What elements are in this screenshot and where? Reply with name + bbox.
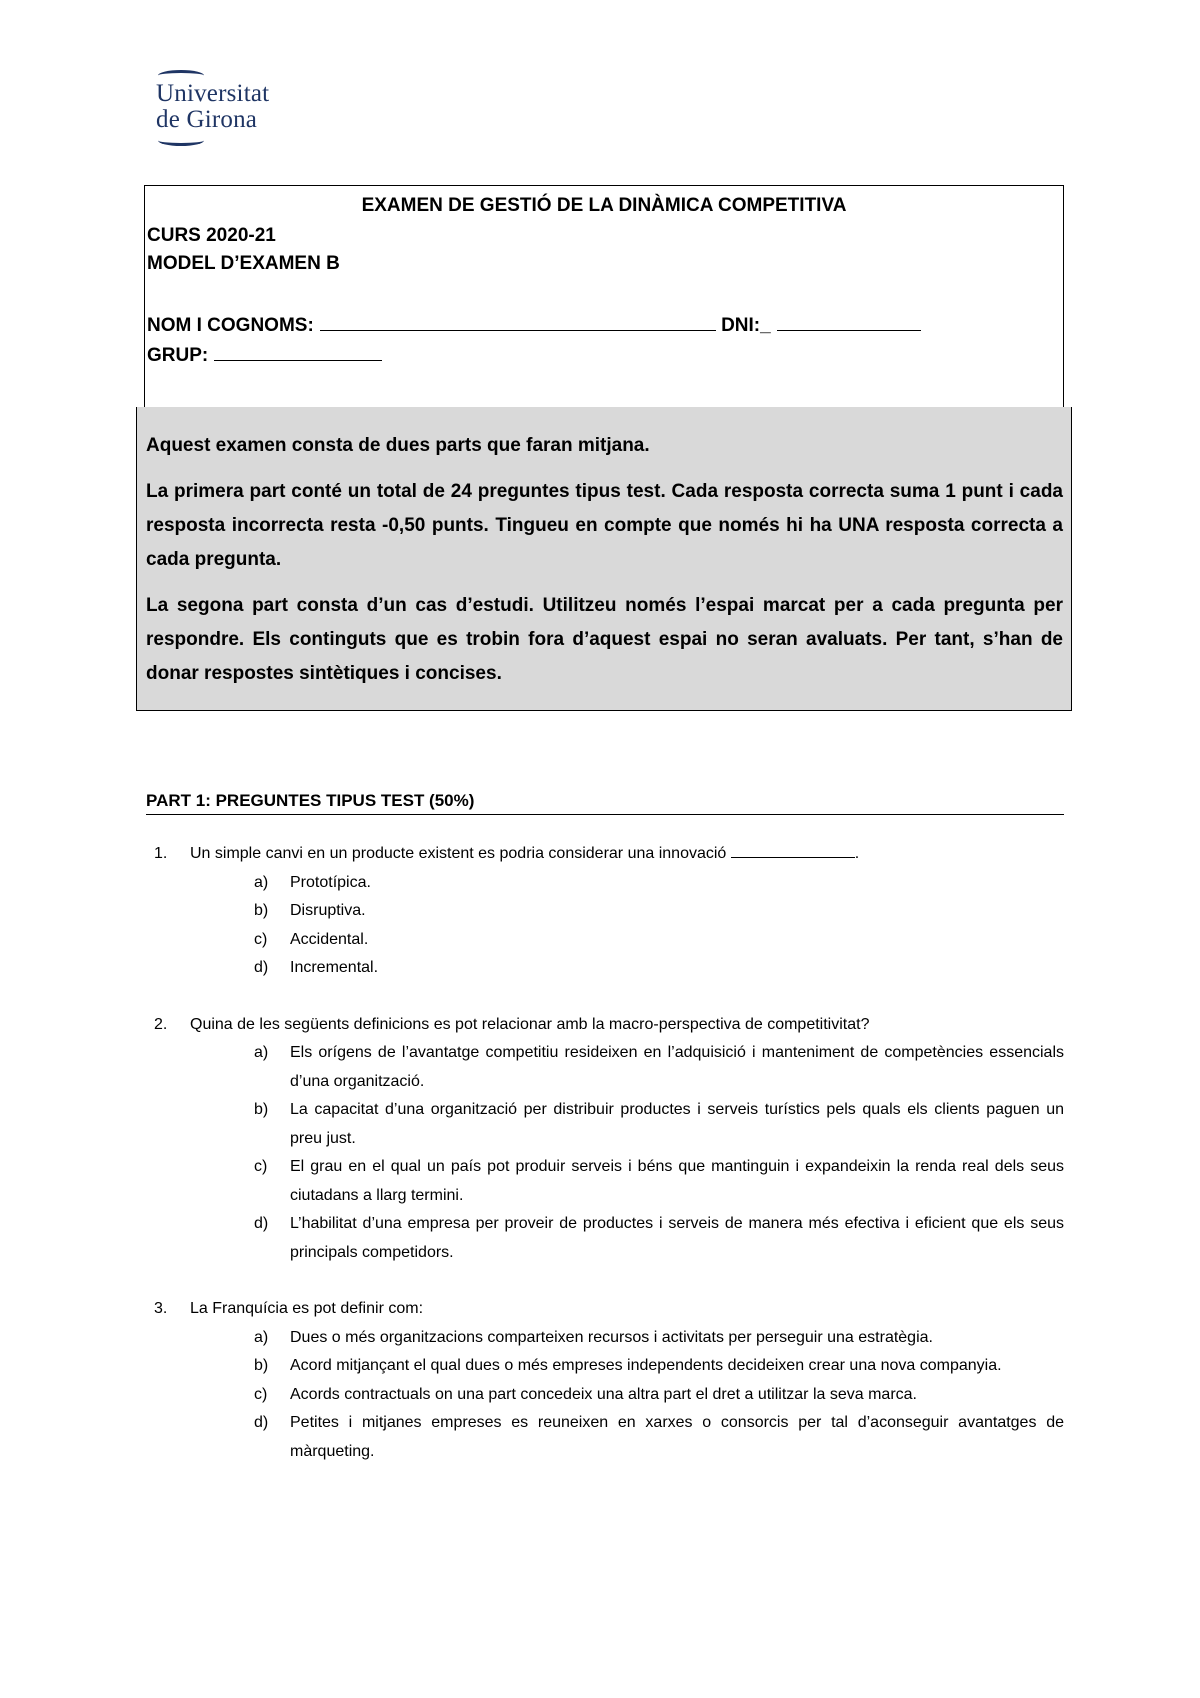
option-a[interactable] — [146, 1039, 1064, 1096]
option-a[interactable] — [146, 1324, 1064, 1353]
exam-title: EXAMEN DE GESTIÓ DE LA DINÀMICA COMPETITIVA — [361, 195, 847, 216]
question-2 — [146, 1011, 1064, 1268]
option-letter: c) — [254, 1385, 268, 1403]
option-d[interactable] — [146, 1409, 1064, 1466]
option-letter: b) — [254, 902, 269, 919]
option-d[interactable] — [146, 1210, 1064, 1267]
option-text: Accidental. — [290, 930, 369, 948]
option-text: L’habilitat d’una empresa per proveir de productes i serveis de manera més efectiva i eficient que els seus principals competidors. — [290, 1215, 1064, 1261]
option-letter: a) — [254, 873, 269, 891]
option-b[interactable] — [146, 897, 1064, 926]
option-text: Petites i mitjanes empreses es reuneixen en xarxes o consorcis per tal d’aconseguir avantatges de màrqueting. — [290, 1414, 1064, 1460]
option-text: Incremental. — [290, 959, 379, 976]
instructions-box — [136, 407, 1072, 711]
option-text: Dues o més organitzacions comparteixen recursos i activitats per perseguir una estratègia. — [290, 1328, 933, 1346]
option-letter: a) — [254, 1328, 269, 1346]
part1-title: PART 1: PREGUNTES TIPUS TEST (50%) — [146, 790, 1064, 815]
question-number: 3. — [154, 1300, 168, 1317]
option-letter: b) — [254, 1101, 269, 1118]
question-text: La Franquícia es pot definir com: — [190, 1300, 424, 1317]
option-text: Acords contractuals on una part concedeix una altra part el dret a utilitzar la seva marca. — [290, 1385, 917, 1403]
question-list — [146, 840, 1064, 1494]
answer-blank — [731, 841, 855, 858]
question-number: 1. — [154, 845, 168, 862]
option-b[interactable] — [146, 1096, 1064, 1153]
option-letter: d) — [254, 959, 269, 976]
logo-bottom-arc — [158, 135, 204, 146]
university-logo — [156, 70, 296, 146]
question-1 — [146, 840, 1064, 983]
option-c[interactable] — [146, 1153, 1064, 1210]
logo-line-2: de Girona — [156, 106, 258, 133]
option-letter: d) — [254, 1215, 269, 1232]
model-label: MODEL D’EXAMEN B — [147, 253, 340, 274]
question-3 — [146, 1295, 1064, 1466]
option-text: Prototípica. — [290, 873, 371, 891]
option-text: Disruptiva. — [290, 902, 366, 919]
instructions-p1: Aquest examen consta de dues parts que faran mitjana. — [146, 435, 650, 456]
option-text: Acord mitjançant el qual dues o més empreses independents decideixen crear una nova companyia. — [290, 1357, 1002, 1374]
option-c[interactable] — [146, 1381, 1064, 1410]
option-b[interactable] — [146, 1352, 1064, 1381]
option-d[interactable] — [146, 954, 1064, 983]
dni-label: DNI:_ — [721, 315, 771, 336]
option-letter: d) — [254, 1414, 269, 1431]
name-field[interactable] — [320, 312, 716, 331]
group-row — [147, 342, 382, 370]
dni-field[interactable] — [777, 312, 921, 331]
exam-header-box — [144, 185, 1064, 407]
instructions-p3: La segona part consta d’un cas d’estudi. Utilitzeu només l’espai marcat per a cada pregunta per respondre. Els continguts que es trobin fora d’aquest espai no seran avaluats. Per tant, s’han de donar respostes sintètiques i concises. — [146, 595, 1063, 684]
option-letter: c) — [254, 1158, 268, 1175]
option-text: La capacitat d’una organització per distribuir productes i serveis turístics pels quals els clients paguen un preu just. — [290, 1101, 1064, 1147]
name-dni-row — [147, 312, 921, 340]
option-c[interactable] — [146, 926, 1064, 955]
question-stem: Un simple canvi en un producte existent es podria considerar una innovació — [190, 845, 727, 862]
logo-line-1: Universitat — [156, 80, 270, 107]
option-letter: b) — [254, 1357, 269, 1374]
question-suffix: . — [854, 845, 860, 862]
course-label: CURS 2020-21 — [147, 225, 276, 246]
question-text: Quina de les següents definicions es pot relacionar amb la macro-perspectiva de competitivitat? — [190, 1015, 870, 1033]
name-label: NOM I COGNOMS: — [147, 315, 314, 336]
option-letter: a) — [254, 1044, 269, 1061]
question-text — [190, 840, 1064, 869]
group-label: GRUP: — [147, 345, 209, 366]
group-field[interactable] — [214, 342, 382, 361]
question-number: 2. — [154, 1015, 168, 1033]
instructions-p2: La primera part conté un total de 24 preguntes tipus test. Cada resposta correcta suma 1 punt i cada resposta incorrecta resta -0,50 punts. Tingueu en compte que només hi ha UNA resposta correcta a cada pregunta. — [146, 481, 1063, 570]
option-a[interactable] — [146, 869, 1064, 898]
option-text: El grau en el qual un país pot produir serveis i béns que mantinguin i expandeixin la renda real dels seus ciutadans a llarg termini. — [290, 1158, 1064, 1204]
option-text: Els orígens de l’avantatge competitiu resideixen en l’adquisició i manteniment de competències essencials d’una organització. — [290, 1044, 1064, 1090]
option-letter: c) — [254, 930, 268, 948]
